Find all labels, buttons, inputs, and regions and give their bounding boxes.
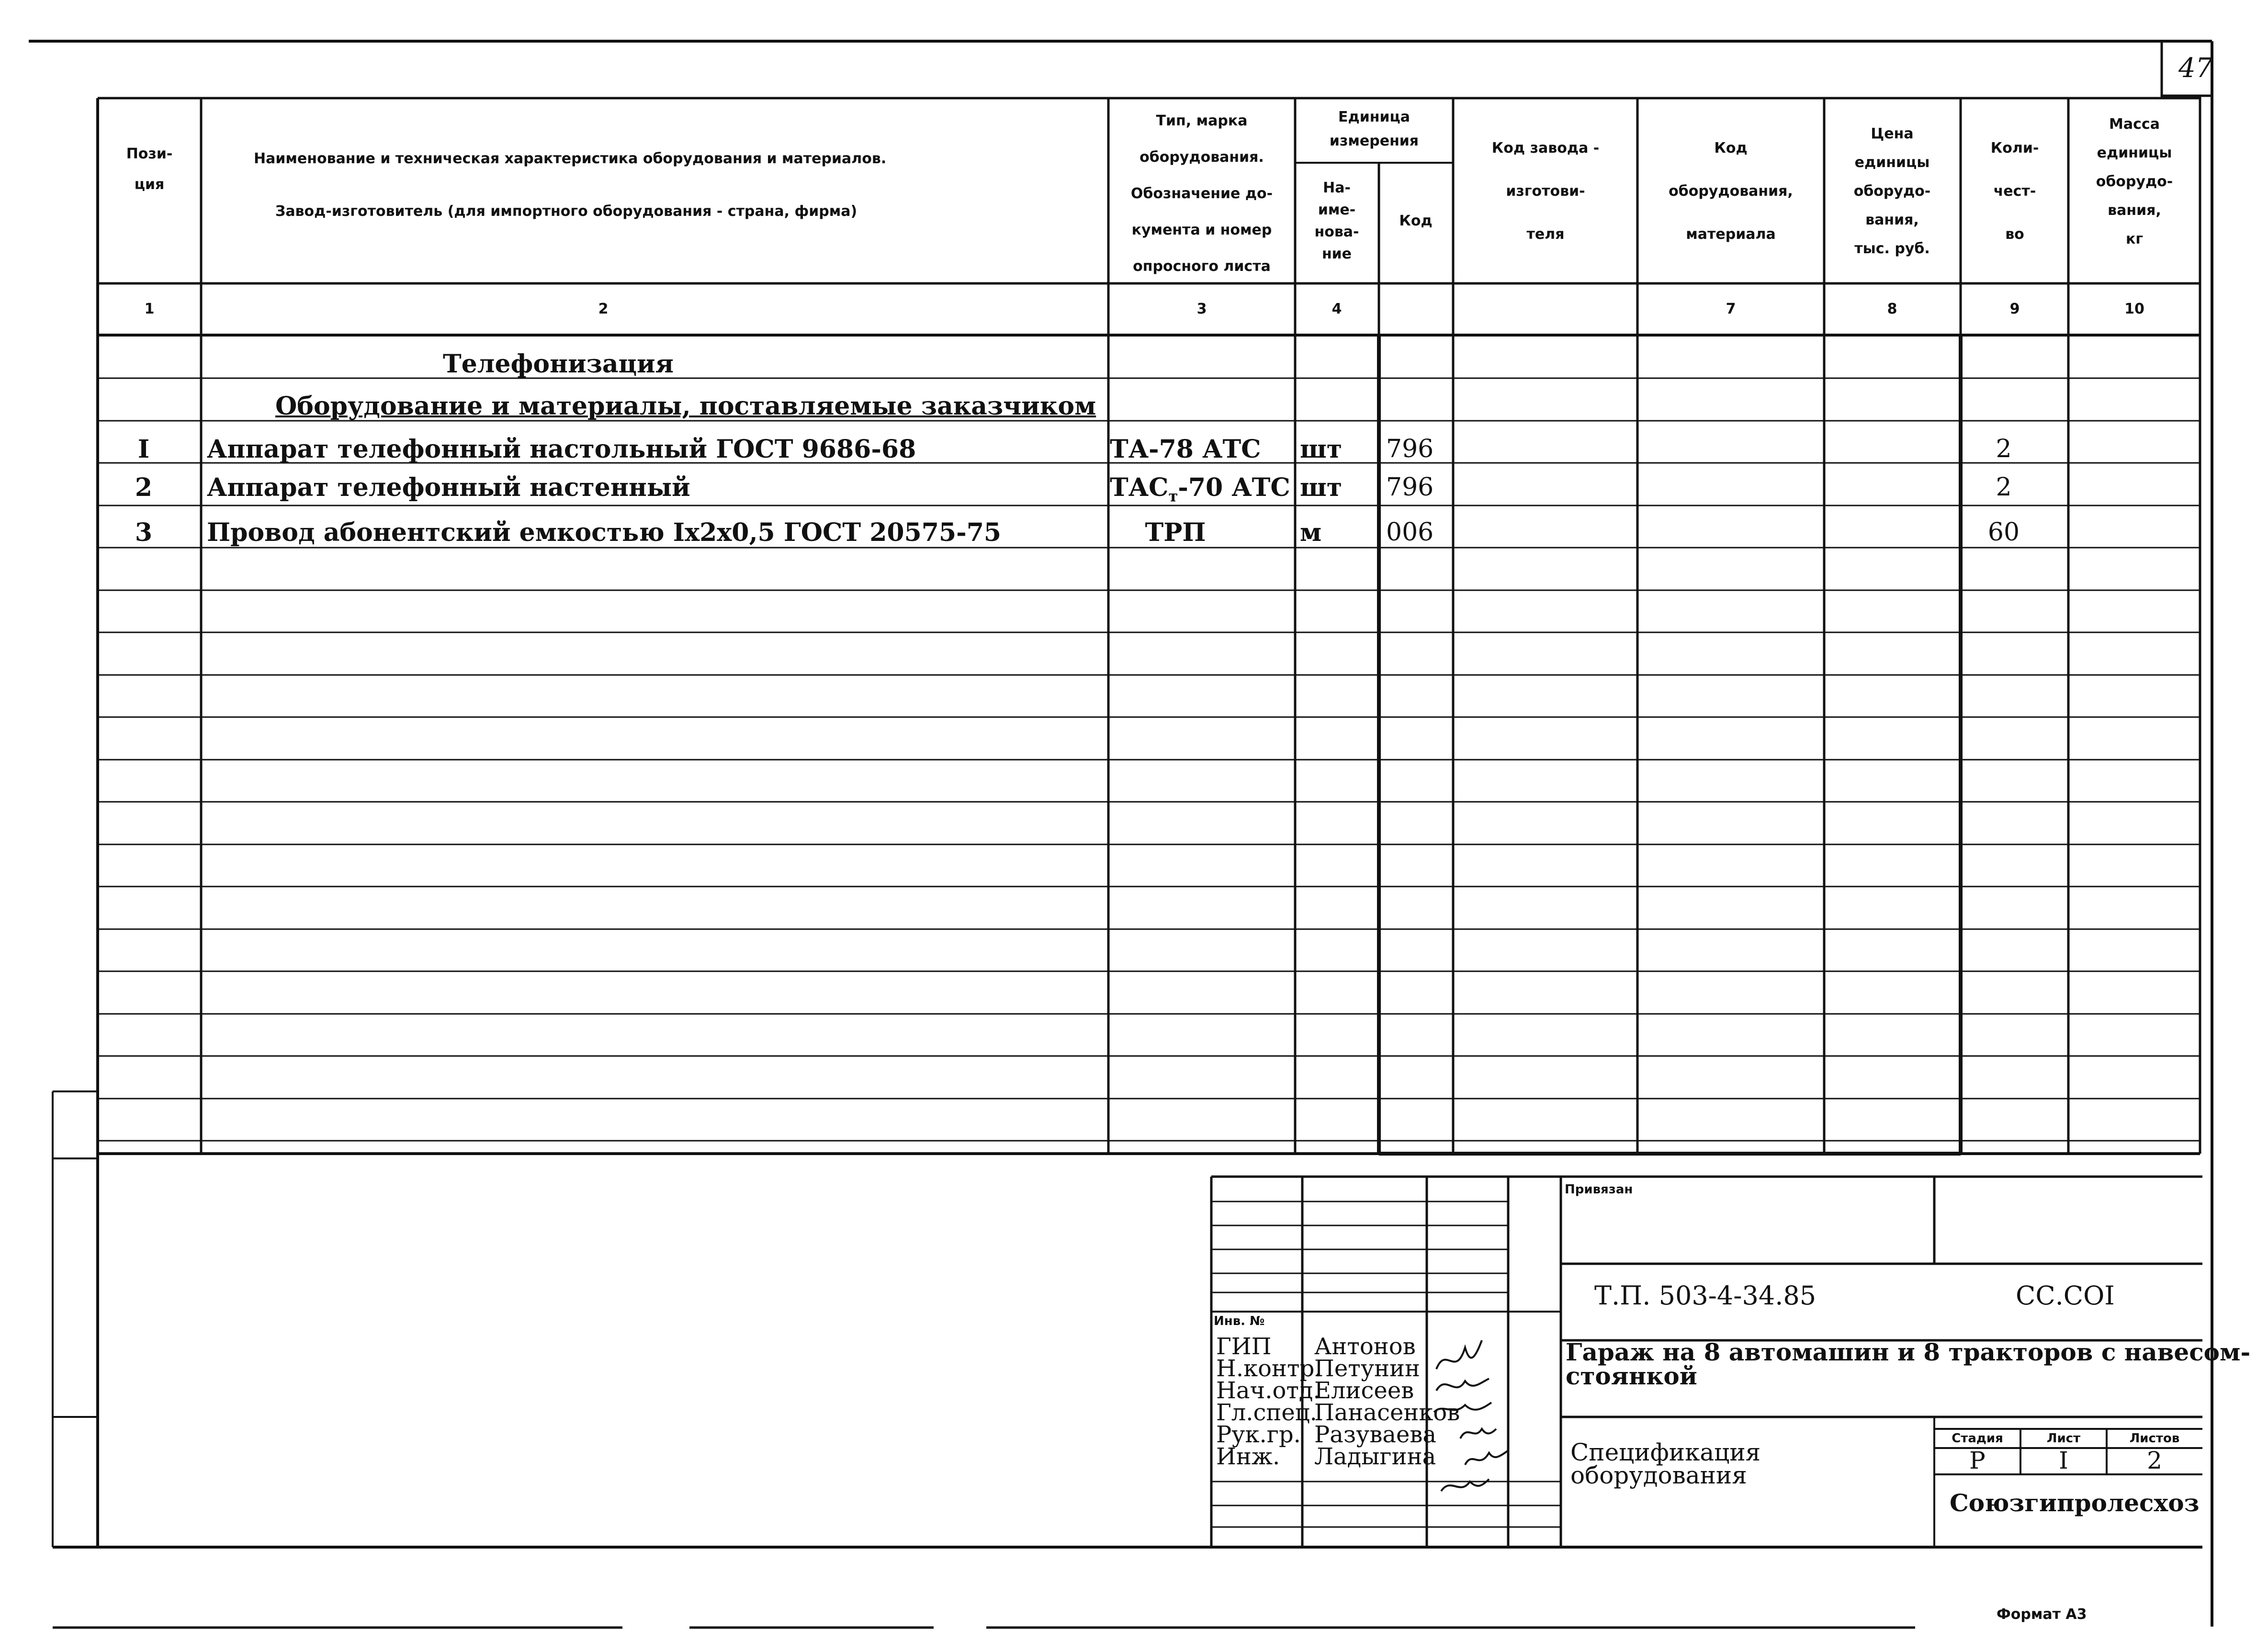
row-type: $ТАС_т-70$ АТС xyxy=(1110,473,1290,505)
header-quantity: Коли- чест- во xyxy=(1990,140,2039,243)
row-unit: шт xyxy=(1300,473,1343,502)
role-label: Нач.отд. xyxy=(1216,1377,1320,1404)
header-unit-group: Единица измерения xyxy=(1329,109,1419,149)
sheet-value: I xyxy=(2059,1447,2068,1474)
name-list xyxy=(1314,1333,1460,1470)
header-unit-name: На- име- нова- ние xyxy=(1314,180,1359,262)
page-number: 47 xyxy=(2178,53,2213,84)
role-label: Н.контр. xyxy=(1216,1355,1322,1382)
header-type: Тип, марка оборудования. Обозначение до- кумента и номер опросного листа xyxy=(1130,112,1273,275)
section-title: Телефонизация xyxy=(443,349,674,379)
format-label: Формат А3 xyxy=(1997,1606,2087,1623)
inventory-label: Инв. № xyxy=(1214,1314,1265,1328)
person-name: Петунин xyxy=(1314,1355,1421,1382)
privyazan-label: Привязан xyxy=(1565,1182,1633,1197)
row-unit: шт xyxy=(1300,435,1343,464)
column-number: 3 xyxy=(1196,301,1207,317)
stage-label: Стадия xyxy=(1952,1431,2003,1446)
row-type: ТА-78 АТС xyxy=(1110,435,1261,464)
row-unit-code: 796 xyxy=(1386,473,1434,502)
header-equipment-code: Код оборудования, материала xyxy=(1669,140,1793,243)
column-number: 4 xyxy=(1331,301,1342,317)
sheets-label: Листов xyxy=(2129,1431,2180,1446)
header-price: Цена единицы оборудо- вания, тыс. руб. xyxy=(1853,125,1931,257)
person-name: Антонов xyxy=(1314,1333,1416,1360)
header-unit-code: Код xyxy=(1399,213,1433,229)
row-quantity: 2 xyxy=(1996,473,2012,502)
column-number: 9 xyxy=(2009,301,2020,317)
row-unit-code: 006 xyxy=(1386,518,1434,547)
row-name: Аппарат телефонный настольный ГОСТ 9686-68 xyxy=(207,435,916,464)
row-quantity: 60 xyxy=(1987,518,2020,547)
person-name: Панасенков xyxy=(1314,1399,1460,1426)
project-title: Гараж на 8 автомашин и 8 тракторов с навесом- стоянкой xyxy=(1566,1338,2251,1390)
sheet-label: Лист xyxy=(2046,1431,2081,1446)
column-number: 10 xyxy=(2124,301,2144,317)
row-name: Аппарат телефонный настенный xyxy=(207,473,690,502)
sheet-code: СС.СОI xyxy=(2016,1280,2115,1311)
doc-title: Спецификация оборудования xyxy=(1570,1438,1761,1489)
person-name: Елисеев xyxy=(1314,1377,1414,1404)
column-number: 8 xyxy=(1887,301,1897,317)
header-name-line1: Наименование и техническая характеристика оборудования и материалов. xyxy=(254,150,887,167)
role-label: Гл.спец. xyxy=(1216,1399,1317,1426)
role-label: ГИП xyxy=(1216,1333,1272,1360)
sheets-value: 2 xyxy=(2147,1447,2162,1474)
column-number: 1 xyxy=(144,301,155,317)
column-number: 2 xyxy=(598,301,609,317)
column-number: 7 xyxy=(1726,301,1736,317)
header-manufacturer-code: Код завода - изготови- теля xyxy=(1491,140,1600,243)
header-mass: Масса единицы оборудо- вания, кг xyxy=(2096,116,2173,247)
person-name: Разуваева xyxy=(1314,1421,1437,1448)
header-name-line2: Завод-изготовитель (для импортного оборудования - страна, фирма) xyxy=(275,203,858,220)
role-label: Рук.гр. xyxy=(1216,1421,1301,1448)
doc-number: Т.П. 503-4-34.85 xyxy=(1594,1280,1817,1311)
role-label: Инж. xyxy=(1216,1443,1280,1470)
row-unit: м xyxy=(1300,518,1322,547)
header-position: Пози- ция xyxy=(126,146,173,193)
row-name: Провод абонентский емкостью Iх2х0,5 ГОСТ 20575-75 xyxy=(207,518,1002,547)
row-unit-code: 796 xyxy=(1386,435,1434,463)
organization: Союзгипролесхоз xyxy=(1950,1489,2200,1517)
row-position: I xyxy=(137,435,150,464)
row-position: 2 xyxy=(135,473,153,502)
section-subtitle: Оборудование и материалы, поставляемые заказчиком xyxy=(275,392,1096,421)
role-list xyxy=(1216,1333,1322,1470)
row-type: ТРП xyxy=(1145,518,1206,547)
stage-value: Р xyxy=(1969,1447,1986,1474)
row-position: 3 xyxy=(135,518,153,547)
row-quantity: 2 xyxy=(1996,435,2012,463)
person-name: Ладыгина xyxy=(1314,1443,1436,1470)
